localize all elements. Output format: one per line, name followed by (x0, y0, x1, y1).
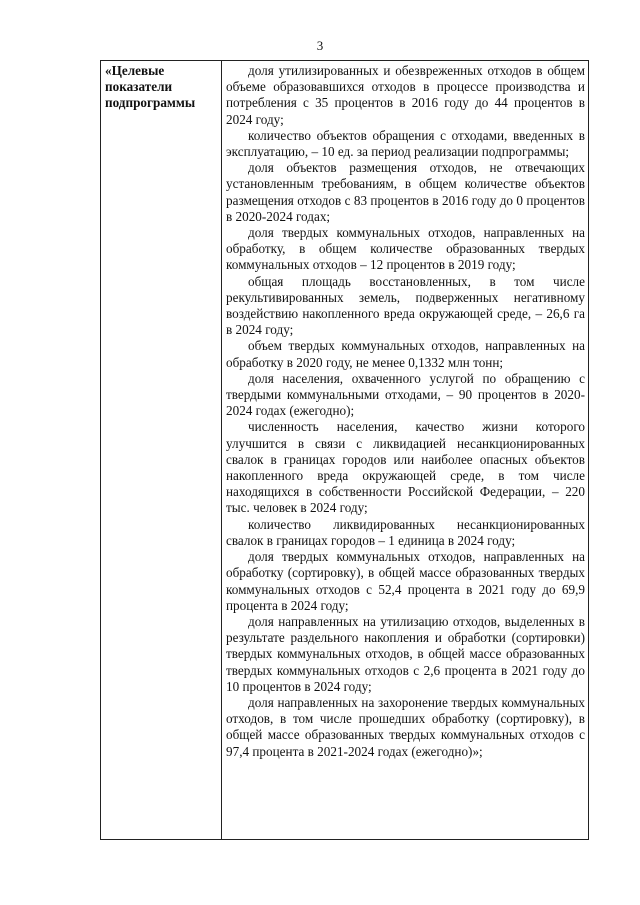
indicator-paragraph: доля утилизированных и обезвреженных отходов в общем объеме образовавшихся отходов в процессе производства и потребления с 35 процентов в 2016 году до 44 процентов в 2024 году; (226, 63, 585, 127)
indicator-paragraph: доля населения, охваченного услугой по обращению с твердыми коммунальными отходами, – 90 процентов в 2020-2024 годах (ежегодно); (226, 370, 585, 419)
indicator-paragraph: доля направленных на утилизацию отходов, выделенных в результате раздельного накопления и обработки (сортировки) твердых коммунальных отходов, в общей массе образованных твердых коммунальных отходов с 2,6 процента в 2021 году до 10 процентов в 2024 году; (226, 613, 585, 694)
indicator-paragraph: доля направленных на захоронение твердых коммунальных отходов, в том числе прошедших обработку (сортировку), в общей массе образованных твердых коммунальных отходов с 97,4 процента в 2021-2024 годах (ежегодно)»; (226, 694, 585, 759)
page-number: 3 (316, 38, 324, 53)
indicator-paragraph: доля объектов размещения отходов, не отвечающих установленным требованиям, в общем количестве объектов размещения отходов с 83 процентов в 2016 году до 0 процентов в 2020-2024 годах; (226, 160, 585, 224)
indicators-label: «Целевые показатели подпрограммы (105, 63, 196, 111)
indicator-paragraph: объем твердых коммунальных отходов, направленных на обработку в 2020 году, не менее 0,1332 млн тонн; (226, 338, 585, 370)
indicator-paragraph: общая площадь восстановленных, в том числе рекультивированных земель, подверженных негативному воздействию накопленного вреда окружающей среде, – 26,6 га в 2024 году; (226, 273, 585, 338)
indicator-paragraph: численность населения, качество жизни которого улучшится в связи с ликвидацией несанкционированных свалок в границах городов или наиболее опасных объектов накопленного вреда окружающей среде, в том числе находящихся в собственности Российской Федерации, – 220 тыс. человек в 2024 году; (226, 419, 585, 516)
indicator-paragraph: количество ликвидированных несанкционированных свалок в границах городов – 1 единица в 2024 году; (226, 516, 585, 548)
target-indicators-table (100, 60, 589, 840)
indicators-content-cell (222, 61, 589, 840)
indicator-paragraph: доля твердых коммунальных отходов, направленных на обработку (сортировку), в общей массе образованных твердых коммунальных отходов с 52,4 процента в 2021 году до 69,9 процента в 2024 году; (226, 549, 585, 613)
table-row (101, 61, 589, 840)
indicator-paragraph: количество объектов обращения с отходами, введенных в эксплуатацию, – 10 ед. за период реализации подпрограммы; (226, 127, 585, 160)
indicator-paragraph: доля твердых коммунальных отходов, направленных на обработку, в общем количестве образованных твердых коммунальных отходов – 12 процентов в 2019 году; (226, 225, 585, 273)
indicators-label-cell (101, 61, 222, 840)
